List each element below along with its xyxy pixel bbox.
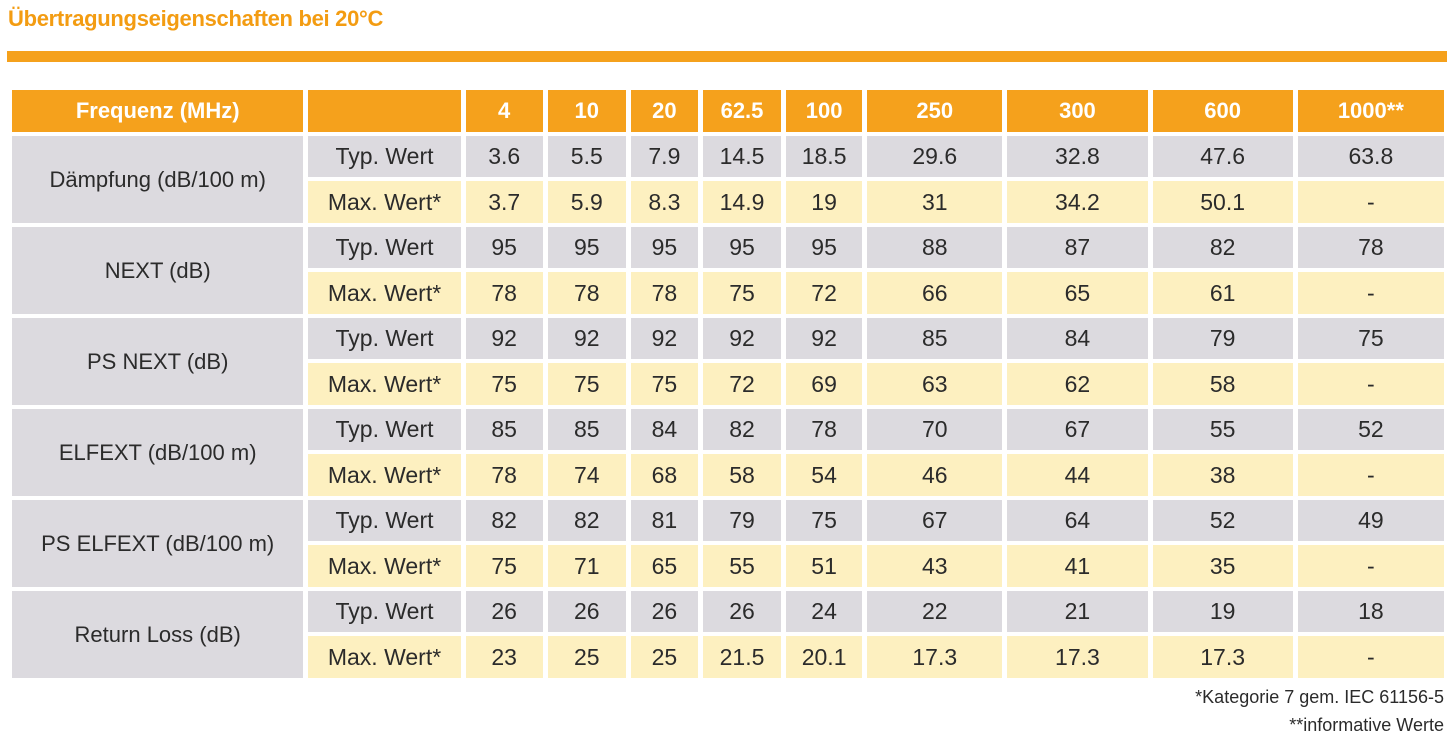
table-cell: 95: [631, 227, 698, 268]
table-cell: 84: [1007, 318, 1147, 359]
table-cell: 55: [703, 545, 781, 587]
table-cell: 70: [867, 409, 1002, 450]
typical-value-label: Typ. Wert: [308, 500, 460, 541]
table-cell: 69: [786, 363, 862, 405]
max-value-label: Max. Wert*: [308, 272, 460, 314]
table-cell: 92: [631, 318, 698, 359]
table-body: [12, 136, 1444, 678]
table-cell: 81: [631, 500, 698, 541]
page-title: Übertragungseigenschaften bei 20°C: [8, 6, 384, 31]
table-cell: 55: [1153, 409, 1293, 450]
table-cell: 65: [631, 545, 698, 587]
table-cell: 24: [786, 591, 862, 632]
header-row: [12, 90, 1444, 132]
footnote-informative: **informative Werte: [1289, 715, 1444, 735]
table-cell: 92: [786, 318, 862, 359]
max-value-label: Max. Wert*: [308, 545, 460, 587]
parameter-label: PS NEXT (dB): [12, 318, 303, 405]
table-cell: 7.9: [631, 136, 698, 177]
table-cell: 44: [1007, 454, 1147, 496]
row-kind-header: [308, 90, 460, 132]
table-cell: 14.9: [703, 181, 781, 223]
table-cell: 51: [786, 545, 862, 587]
table-cell: 18: [1298, 591, 1444, 632]
table-cell: 5.9: [548, 181, 626, 223]
table-cell: 78: [631, 272, 698, 314]
table-cell: 71: [548, 545, 626, 587]
frequency-header-cell: 62.5: [703, 90, 781, 132]
parameter-label: Dämpfung (dB/100 m): [12, 136, 303, 223]
table-cell: 54: [786, 454, 862, 496]
typical-value-label: Typ. Wert: [308, 409, 460, 450]
table-cell: 46: [867, 454, 1002, 496]
table-cell: 26: [703, 591, 781, 632]
table-cell: 82: [548, 500, 626, 541]
max-value-label: Max. Wert*: [308, 636, 460, 678]
table-cell: 21.5: [703, 636, 781, 678]
table-row: [12, 409, 1444, 450]
table-row: [12, 227, 1444, 268]
table-row: [12, 500, 1444, 541]
table-cell: 17.3: [1007, 636, 1147, 678]
table-cell: 19: [1153, 591, 1293, 632]
frequency-header-cell: 600: [1153, 90, 1293, 132]
table-row: [12, 136, 1444, 177]
table-cell: 52: [1153, 500, 1293, 541]
table-cell: 41: [1007, 545, 1147, 587]
table-cell: 67: [1007, 409, 1147, 450]
table-cell: 19: [786, 181, 862, 223]
table-cell: 82: [466, 500, 543, 541]
table-cell: 68: [631, 454, 698, 496]
typical-value-label: Typ. Wert: [308, 591, 460, 632]
table-cell: -: [1298, 454, 1444, 496]
table-cell: 82: [1153, 227, 1293, 268]
table-cell: 75: [703, 272, 781, 314]
table-cell: 85: [867, 318, 1002, 359]
table-cell: 79: [703, 500, 781, 541]
table-cell: 49: [1298, 500, 1444, 541]
table-cell: 22: [867, 591, 1002, 632]
table-cell: 35: [1153, 545, 1293, 587]
table-cell: 23: [466, 636, 543, 678]
table-cell: 17.3: [867, 636, 1002, 678]
table-cell: 26: [466, 591, 543, 632]
max-value-label: Max. Wert*: [308, 363, 460, 405]
table-cell: 34.2: [1007, 181, 1147, 223]
frequency-header-cell: 20: [631, 90, 698, 132]
table-cell: 58: [1153, 363, 1293, 405]
table-cell: 62: [1007, 363, 1147, 405]
table-row: [12, 591, 1444, 632]
parameter-label: NEXT (dB): [12, 227, 303, 314]
frequency-header-cell: 4: [466, 90, 543, 132]
table-cell: 85: [548, 409, 626, 450]
table-cell: 58: [703, 454, 781, 496]
table-cell: 31: [867, 181, 1002, 223]
table-cell: -: [1298, 272, 1444, 314]
table-cell: 50.1: [1153, 181, 1293, 223]
table-cell: -: [1298, 363, 1444, 405]
table-cell: 64: [1007, 500, 1147, 541]
footnote-category: *Kategorie 7 gem. IEC 61156-5: [1195, 687, 1444, 707]
table-cell: 95: [548, 227, 626, 268]
table-cell: 20.1: [786, 636, 862, 678]
table-cell: 75: [1298, 318, 1444, 359]
table-cell: 95: [466, 227, 543, 268]
table-cell: 95: [703, 227, 781, 268]
table-cell: 84: [631, 409, 698, 450]
table-cell: 72: [703, 363, 781, 405]
table-cell: 3.7: [466, 181, 543, 223]
table-row: [12, 318, 1444, 359]
table-cell: 75: [466, 545, 543, 587]
footnotes: [1195, 683, 1444, 739]
table-cell: 92: [548, 318, 626, 359]
table-cell: 14.5: [703, 136, 781, 177]
transmission-table: [7, 86, 1449, 682]
parameter-label: ELFEXT (dB/100 m): [12, 409, 303, 496]
table-cell: 78: [466, 454, 543, 496]
table-cell: -: [1298, 545, 1444, 587]
table-cell: 78: [466, 272, 543, 314]
table-cell: 21: [1007, 591, 1147, 632]
table-cell: 92: [466, 318, 543, 359]
table-cell: 63.8: [1298, 136, 1444, 177]
frequency-header-cell: 10: [548, 90, 626, 132]
table-cell: 74: [548, 454, 626, 496]
table-cell: 78: [1298, 227, 1444, 268]
frequency-header-cell: 100: [786, 90, 862, 132]
table-cell: 8.3: [631, 181, 698, 223]
table-cell: 92: [703, 318, 781, 359]
table-cell: 79: [1153, 318, 1293, 359]
table-cell: 61: [1153, 272, 1293, 314]
table-cell: 82: [703, 409, 781, 450]
table-cell: 63: [867, 363, 1002, 405]
table-cell: 72: [786, 272, 862, 314]
table-cell: 75: [631, 363, 698, 405]
table-cell: 38: [1153, 454, 1293, 496]
table-cell: 65: [1007, 272, 1147, 314]
table-cell: 26: [548, 591, 626, 632]
frequency-header-cell: 1000**: [1298, 90, 1444, 132]
frequency-header-label: Frequenz (MHz): [12, 90, 303, 132]
table-cell: 43: [867, 545, 1002, 587]
table-cell: 25: [631, 636, 698, 678]
table-cell: 75: [786, 500, 862, 541]
table-cell: -: [1298, 636, 1444, 678]
table-cell: 32.8: [1007, 136, 1147, 177]
table-cell: 66: [867, 272, 1002, 314]
table-cell: 52: [1298, 409, 1444, 450]
table-cell: 17.3: [1153, 636, 1293, 678]
table-cell: 67: [867, 500, 1002, 541]
table-cell: -: [1298, 181, 1444, 223]
typical-value-label: Typ. Wert: [308, 318, 460, 359]
parameter-label: Return Loss (dB): [12, 591, 303, 678]
table-cell: 75: [466, 363, 543, 405]
title-divider: [7, 51, 1447, 62]
max-value-label: Max. Wert*: [308, 454, 460, 496]
table-cell: 47.6: [1153, 136, 1293, 177]
parameter-label: PS ELFEXT (dB/100 m): [12, 500, 303, 587]
transmission-table-container: [7, 86, 1449, 682]
table-cell: 85: [466, 409, 543, 450]
table-cell: 87: [1007, 227, 1147, 268]
table-cell: 78: [786, 409, 862, 450]
table-cell: 18.5: [786, 136, 862, 177]
max-value-label: Max. Wert*: [308, 181, 460, 223]
frequency-header-cell: 250: [867, 90, 1002, 132]
typical-value-label: Typ. Wert: [308, 136, 460, 177]
table-cell: 88: [867, 227, 1002, 268]
table-cell: 95: [786, 227, 862, 268]
frequency-header-cell: 300: [1007, 90, 1147, 132]
typical-value-label: Typ. Wert: [308, 227, 460, 268]
table-cell: 29.6: [867, 136, 1002, 177]
table-cell: 3.6: [466, 136, 543, 177]
table-cell: 75: [548, 363, 626, 405]
table-cell: 78: [548, 272, 626, 314]
table-cell: 5.5: [548, 136, 626, 177]
table-cell: 26: [631, 591, 698, 632]
table-cell: 25: [548, 636, 626, 678]
